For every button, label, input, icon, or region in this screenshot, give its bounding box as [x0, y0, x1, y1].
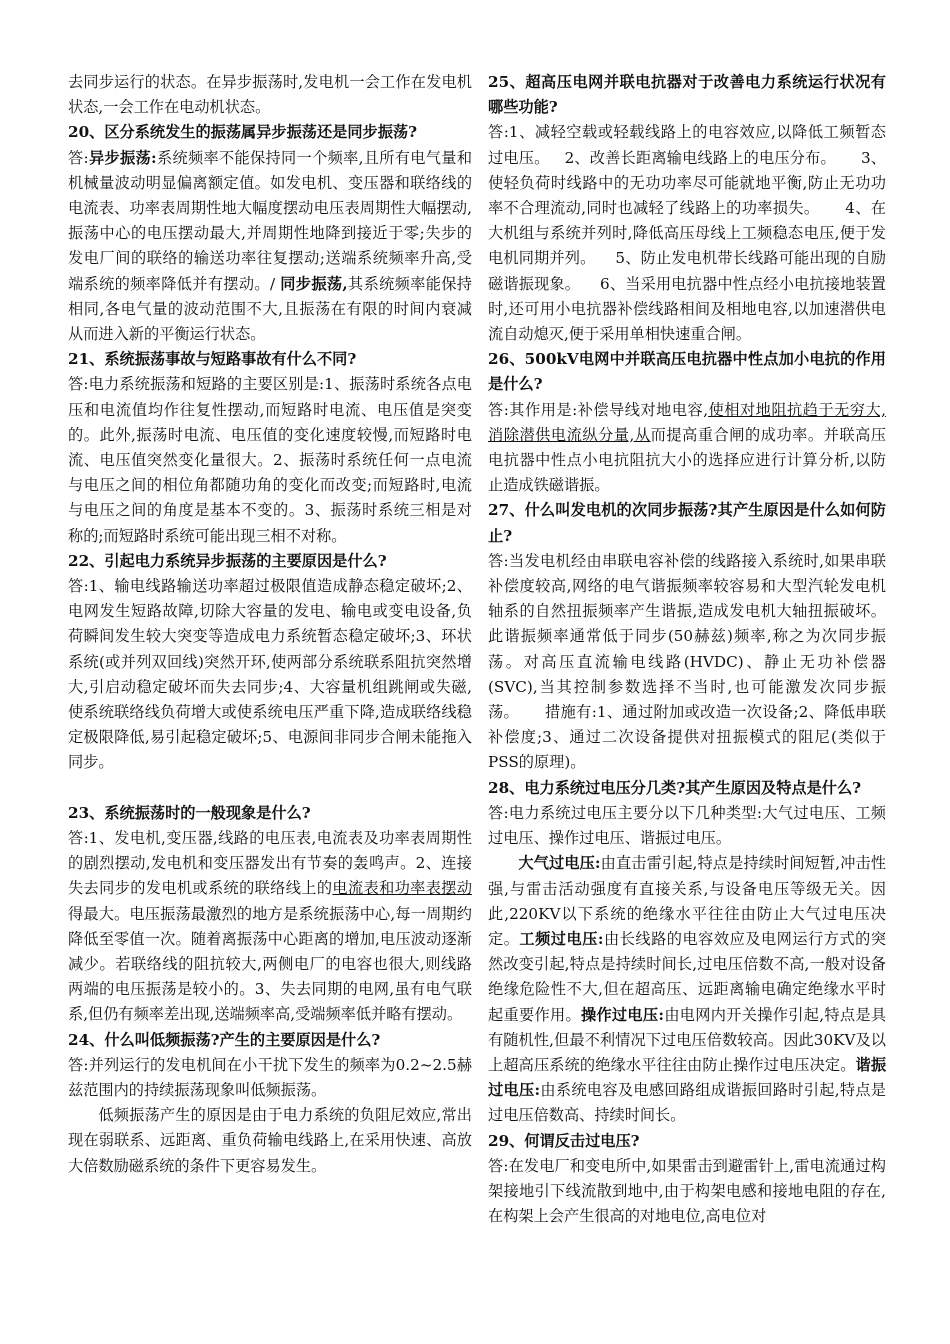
term-sync-oscillation: 同步振荡, [280, 274, 348, 293]
answer-25: 答:1、减轻空载或轻载线路上的电容效应,以降低工频暂态过电压。 2、改善长距离输电线路上的电压分布。 3、使轻负荷时线路中的无功功率尽可能就地平衡,防止无功功率不合理流动,同时也减轻了线路上的功率损失。 4、在大机组与系统并列时,降低高压母线上工频稳态电压,便于发电机同期并列。 5、防止发电机带长线路可能出现的自励磁谐振现象。 6、当采用电抗器中性点经小电抗接地装置时,还可用小电抗器补偿线路相间及相地电容,以加速潜供电流自动熄灭,便于采用单相快速重合闸。 [488, 123, 886, 344]
answer-23-part-1: 答:1、发电机,变压器,线路的电压表,电流表及功率表周期性的剧烈摆动,发电机和变压器发出有节奏的轰鸣声。2、连接失去同步的发电机或系统的联络线上的 [68, 828, 472, 898]
answer-prefix: 答: [68, 148, 89, 167]
question-22: 22、引起电力系统异步振荡的主要原因是什么? [68, 551, 387, 570]
answer-29: 答:在发电厂和变电所中,如果雷击到避雷针上,雷电流通过构架接地引下线流散到地中,由于构架电感和接地电阻的存在,在构架上会产生很高的对地电位,高电位对 [488, 1156, 886, 1226]
term-switching-overvoltage: 操作过电压: [580, 1005, 665, 1024]
question-21: 21、系统振荡事故与短路事故有什么不同? [68, 350, 357, 369]
question-28: 28、电力系统过电压分几类?其产生原因及特点是什么? [488, 778, 862, 797]
answer-26 [488, 398, 886, 499]
term-resonance-overvoltage: 谐振过电压: [488, 1055, 886, 1100]
answer-24-part-1: 答:并列运行的发电机间在小干扰下发生的频率为0.2~2.5赫兹范围内的持续振荡现象叫低频振荡。 [68, 1055, 472, 1099]
answer-21: 答:电力系统振荡和短路的主要区别是:1、振荡时系统各点电压和电流值均作往复性摆动,而短路时电流、电压值是突变的。此外,振荡时电流、电压值的变化速度较慢,而短路时电流、电压值突然变化量很大。2、振荡时系统任何一点电流与电压之间的相位角都随功角的变化而改变;而短路时,电流与电压之间的角度是基本不变的。3、振荡时系统三相是对称的;而短路时系统可能出现三相不对称。 [68, 375, 472, 545]
answer-28-intro: 答:电力系统过电压主要分以下几种类型:大气过电压、工频过电压、操作过电压、谐振过电压。 [488, 803, 886, 848]
underlined-phrase: 电流表和功率表摆动 [332, 879, 473, 898]
continuation-paragraph: 去同步运行的状态。在异步振荡时,发电机一会工作在发电机状态,一会工作在电动机状态。 [68, 73, 472, 117]
resonance-overvoltage-text: 由系统电容及电感回路组成谐振回路时引起,特点是过电压倍数高、持续时间长。 [488, 1081, 886, 1125]
answer-20-body-1: 系统频率不能保持同一个频率,且所有电气量和机械量波动明显偏离额定值。如发电机、变压器和联络线的电流表、功率表周期性地大幅度摆动电压表周期性大幅摆动,振荡中心的电压摆动最大,并周期性地降到接近于零;失步的发电厂间的联络的输送功率往复摆动;送端系统频率升高,受端系统的频率降低并有摆动。/ [68, 148, 473, 293]
answer-26-part-1: 答:其作用是:补偿导线对地电容, [488, 400, 709, 419]
atmospheric-overvoltage-text: 由直击雷引起,特点是持续时间短暂,冲击性强,与雷击活动强度有直接关系,与设备电压等级无关。因此,220KV以下系统的绝缘水平往往由防止大气过电压决定。 [488, 854, 887, 948]
switching-overvoltage-text: 由电网内开关操作引起,特点是具有随机性,但最不利情况下过电压倍数较高。因此30KV及以上超高压系统的绝缘水平往往由防止操作过电压决定。 [488, 1005, 887, 1074]
question-23: 23、系统振荡时的一般现象是什么? [68, 803, 311, 822]
answer-27: 答:当发电机经由串联电容补偿的线路接入系统时,如果串联补偿度较高,网络的电气谐振频率较容易和大型汽轮发电机轴系的自然扭振频率产生谐振,造成发电机大轴扭振破坏。此谐振频率通常低于同步(50赫兹)频率,称之为次同步振荡。对高压直流输电线路(HVDC)、静止无功补偿器(SVC),当其控制参数选择不当时,也可能激发次同步振荡。 措施有:1、通过附加或改造一次设备;2、降低串联补偿度;3、通过二次设备提供对扭振模式的阻尼(类似于PSS的原理)。 [488, 551, 886, 772]
paragraph-gap [68, 776, 472, 801]
left-column [68, 70, 472, 1179]
answer-20 [68, 146, 472, 348]
question-27: 27、什么叫发电机的次同步振荡?其产生原因是什么如何防止? [488, 501, 886, 545]
answer-26-part-2: 而提高重合闸的成功率。并联高压电抗器中性点小电抗阻抗大小的选择应进行计算分析,以防止造成铁磁谐振。 [488, 425, 887, 495]
answer-24-part-2: 低频振荡产生的原因是由于电力系统的负阻尼效应,常出现在弱联系、远距离、重负荷输电线路上,在采用快速、高放大倍数励磁系统的条件下更容易发生。 [68, 1106, 472, 1175]
answer-20-body-2: 其系统频率能保持相同,各电气量的波动范围不大,且振荡在有限的时间内衰减从而进入新的平衡运行状态。 [68, 274, 472, 344]
question-25: 25、超高压电网并联电抗器对于改善电力系统运行状况有哪些功能? [488, 73, 886, 117]
answer-22: 答:1、输电线路输送功率超过极限值造成静态稳定破坏;2、电网发生短路故障,切除大容量的发电、输电或变电设备,负荷瞬间发生较大突变等造成电力系统暂态稳定破坏;3、环状系统(或并列双回线)突然开环,使两部分系统联系阻抗突然增大,引启动稳定破坏而失去同步;4、大容量机组跳闸或失磁,使系统联络线负荷增大或使系统电压严重下降,造成联络线稳定极限降低,易引起稳定破坏;5、电源间非同步合闸未能拖入同步。 [68, 577, 472, 772]
term-atmospheric-overvoltage: 大气过电压: [518, 854, 601, 873]
right-column [488, 70, 886, 1229]
question-20: 20、区分系统发生的振荡属异步振荡还是同步振荡? [68, 123, 417, 142]
term-async-oscillation: 异步振荡: [88, 148, 157, 167]
question-24: 24、什么叫低频振荡?产生的主要原因是什么? [68, 1030, 381, 1049]
question-29: 29、何谓反击过电压? [488, 1131, 640, 1150]
answer-23-part-2: 得最大。电压振荡最激烈的地方是系统振荡中心,每一周期约降低至零值一次。随着离振荡中心距离的增加,电压波动逐渐减少。若联络线的阻抗较大,两侧电厂的电容也很大,则线路两端的电压振荡是较小的。3、失去同期的电网,虽有电气联系,但仍有频率差出现,送端频率高,受端频率低并略有摆动。 [68, 904, 472, 1024]
power-frequency-overvoltage-text: 由长线路的电容效应及电网运行方式的突然改变引起,特点是持续时间长,过电压倍数不高,一般对设备绝缘危险性不大,但在超高压、远距离输电确定绝缘水平时起重要作用。 [488, 929, 887, 1024]
answer-23 [68, 826, 472, 1028]
question-26: 26、500kV电网中并联高压电抗器中性点加小电抗的作用是什么? [488, 350, 886, 394]
underlined-phrase: 使相对地阻抗趋于无穷大,消除潜供电流纵分量,从 [488, 400, 887, 444]
term-power-frequency-overvoltage: 工频过电压: [519, 929, 604, 948]
answer-28-details [488, 851, 886, 1128]
